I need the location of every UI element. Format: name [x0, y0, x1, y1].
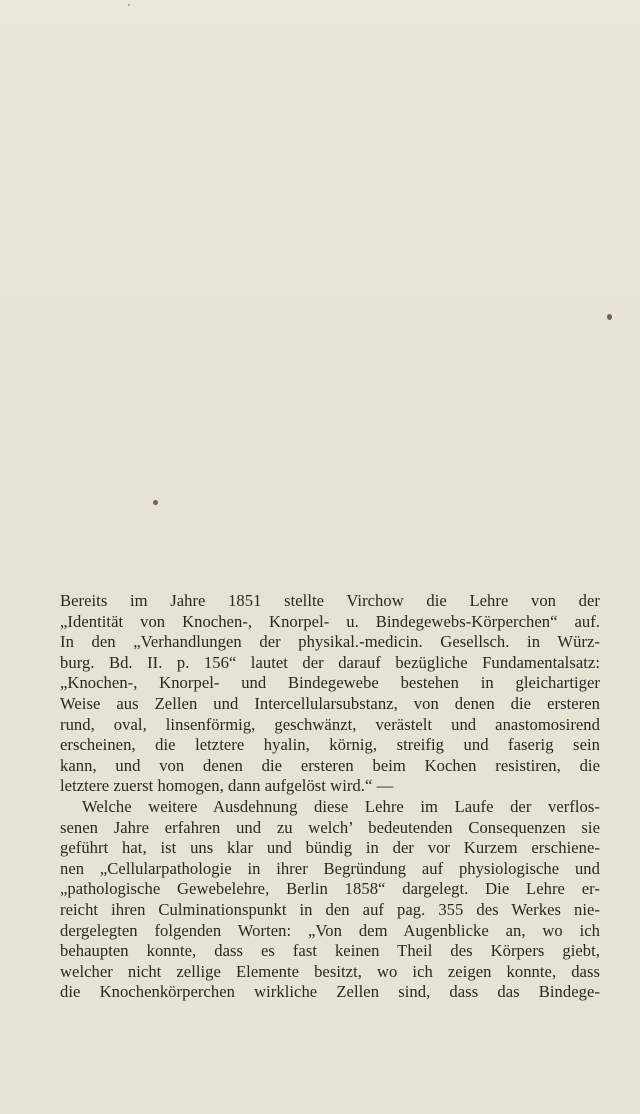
text-line: behaupten konnte, dass es fast keinen Theil des Körpers giebt,	[60, 941, 600, 961]
text-line: Welche weitere Ausdehnung diese Lehre im Laufe der verflos-	[82, 796, 600, 816]
text-line: die Knochenkörperchen wirkliche Zellen sind, dass das Bindege-	[60, 982, 600, 1002]
text-line: „pathologische Gewebelehre, Berlin 1858“ dargelegt. Die Lehre er-	[60, 879, 600, 899]
text-line: Weise aus Zellen und Intercellularsubstanz, von denen die ersteren	[60, 693, 600, 713]
text-line: dergelegten folgenden Worten: „Von dem Augenblicke an, wo ich	[60, 920, 600, 940]
text-line: senen Jahre erfahren und zu welch’ bedeutenden Consequenzen sie	[60, 817, 600, 837]
paper-speck	[128, 4, 130, 6]
text-line: In den „Verhandlungen der physikal.-medicin. Gesellsch. in Würz-	[60, 632, 600, 652]
text-line: nen „Cellularpathologie in ihrer Begründung auf physiologische und	[60, 858, 600, 878]
text-line: burg. Bd. II. p. 156“ lautet der darauf bezügliche Fundamentalsatz:	[60, 652, 600, 672]
paper-speck	[152, 499, 159, 506]
text-line: letztere zuerst homogen, dann aufgelöst wird.“ —	[60, 776, 394, 796]
text-line: geführt hat, ist uns klar und bündig in der vor Kurzem erschiene-	[60, 838, 600, 858]
text-line: „Identität von Knochen-, Knorpel- u. Bindegewebs-Körperchen“ auf.	[60, 611, 600, 631]
text-line: reicht ihren Culminationspunkt in den auf pag. 355 des Werkes nie-	[60, 899, 600, 919]
paper-speck	[607, 314, 612, 320]
text-line: kann, und von denen die ersteren beim Kochen resistiren, die	[60, 755, 600, 775]
text-line: welcher nicht zellige Elemente besitzt, wo ich zeigen konnte, dass	[60, 961, 600, 981]
text-line: Bereits im Jahre 1851 stellte Virchow die Lehre von der	[60, 591, 600, 610]
text-line: rund, oval, linsenförmig, geschwänzt, verästelt und anastomosirend	[60, 714, 600, 734]
text-line: „Knochen-, Knorpel- und Bindegewebe bestehen in gleichartiger	[60, 673, 600, 693]
body-text	[60, 591, 600, 1003]
text-line: erscheinen, die letztere hyalin, körnig, streifig und faserig sein	[60, 735, 600, 755]
